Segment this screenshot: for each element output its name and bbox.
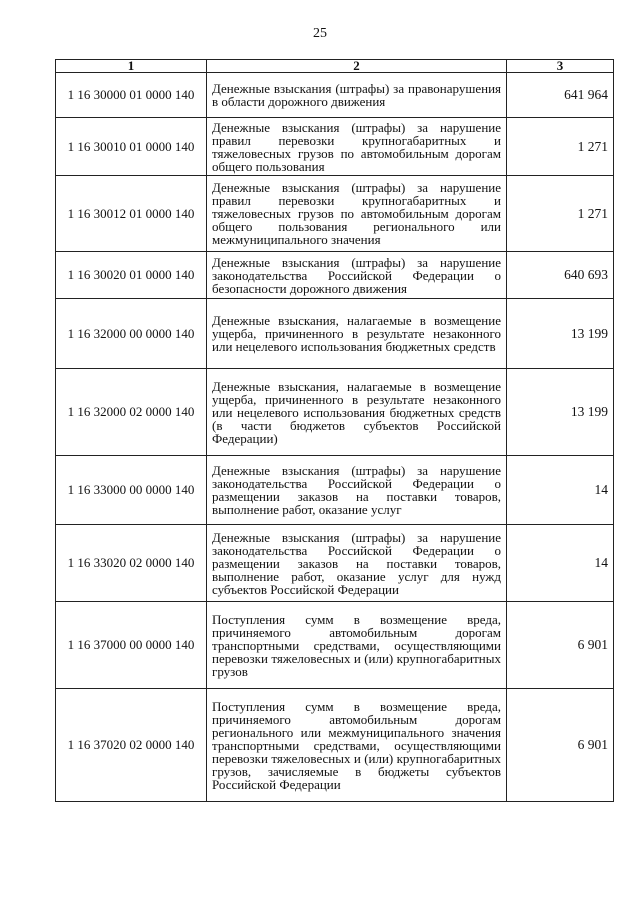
- table-row: [56, 252, 614, 299]
- page-number: 25: [313, 26, 327, 41]
- table-row: [56, 73, 614, 118]
- budget-code: 1 16 30012 01 0000 140: [56, 176, 207, 252]
- amount: 13 199: [507, 369, 614, 456]
- amount: 641 964: [507, 73, 614, 118]
- table-row: [56, 299, 614, 369]
- amount: 1 271: [507, 176, 614, 252]
- table-row: [56, 118, 614, 176]
- column-header: 1: [56, 60, 207, 73]
- budget-code: 1 16 30000 01 0000 140: [56, 73, 207, 118]
- amount: 13 199: [507, 299, 614, 369]
- budget-code: 1 16 37000 00 0000 140: [56, 602, 207, 689]
- budget-code: 1 16 33020 02 0000 140: [56, 525, 207, 602]
- budget-code: 1 16 37020 02 0000 140: [56, 689, 207, 802]
- amount: 1 271: [507, 118, 614, 176]
- table-row: [56, 369, 614, 456]
- revenue-description: Поступления сумм в возмещение вреда, причиняемого автомобильным дорогам регионального или межмуниципального значения транспортными средствами, осуществляющими перевозки тяжеловесных и (или) крупногабаритных грузов, зачисляемые в бюджеты субъектов Российской Федерации: [207, 689, 507, 802]
- revenue-description: Денежные взыскания (штрафы) за правонарушения в области дорожного движения: [207, 73, 507, 118]
- revenue-description: Денежные взыскания, налагаемые в возмещение ущерба, причиненного в результате незаконного или нецелевого использования бюджетных средств: [207, 299, 507, 369]
- table-row: [56, 456, 614, 525]
- revenue-description: Денежные взыскания (штрафы) за нарушение законодательства Российской Федерации о размещении заказов на поставки товаров, выполнение работ, оказание услуг для нужд субъектов Российской Федерации: [207, 525, 507, 602]
- revenue-table: [55, 59, 614, 802]
- column-header: 2: [207, 60, 507, 73]
- amount: 6 901: [507, 602, 614, 689]
- table-row: [56, 176, 614, 252]
- table-header-row: [56, 60, 614, 73]
- amount: 14: [507, 456, 614, 525]
- column-header: 3: [507, 60, 614, 73]
- budget-code: 1 16 33000 00 0000 140: [56, 456, 207, 525]
- table-row: [56, 525, 614, 602]
- revenue-description: Поступления сумм в возмещение вреда, причиняемого автомобильным дорогам транспортными средствами, осуществляющими перевозки тяжеловесных и (или) крупногабаритных грузов: [207, 602, 507, 689]
- table-row: [56, 602, 614, 689]
- amount: 6 901: [507, 689, 614, 802]
- amount: 640 693: [507, 252, 614, 299]
- budget-code: 1 16 32000 00 0000 140: [56, 299, 207, 369]
- budget-code: 1 16 30010 01 0000 140: [56, 118, 207, 176]
- revenue-description: Денежные взыскания (штрафы) за нарушение законодательства Российской Федерации о безопасности дорожного движения: [207, 252, 507, 299]
- revenue-description: Денежные взыскания, налагаемые в возмещение ущерба, причиненного в результате незаконного или нецелевого использования бюджетных средств (в части бюджетов субъектов Российской Федерации): [207, 369, 507, 456]
- budget-code: 1 16 32000 02 0000 140: [56, 369, 207, 456]
- amount: 14: [507, 525, 614, 602]
- revenue-description: Денежные взыскания (штрафы) за нарушение законодательства Российской Федерации о размещении заказов на поставки товаров, выполнение работ, оказание услуг: [207, 456, 507, 525]
- budget-code: 1 16 30020 01 0000 140: [56, 252, 207, 299]
- revenue-description: Денежные взыскания (штрафы) за нарушение правил перевозки крупногабаритных и тяжеловесных грузов по автомобильным дорогам общего пользования регионального или межмуниципального значения: [207, 176, 507, 252]
- table-row: [56, 689, 614, 802]
- revenue-description: Денежные взыскания (штрафы) за нарушение правил перевозки крупногабаритных и тяжеловесных грузов по автомобильным дорогам общего пользования: [207, 118, 507, 176]
